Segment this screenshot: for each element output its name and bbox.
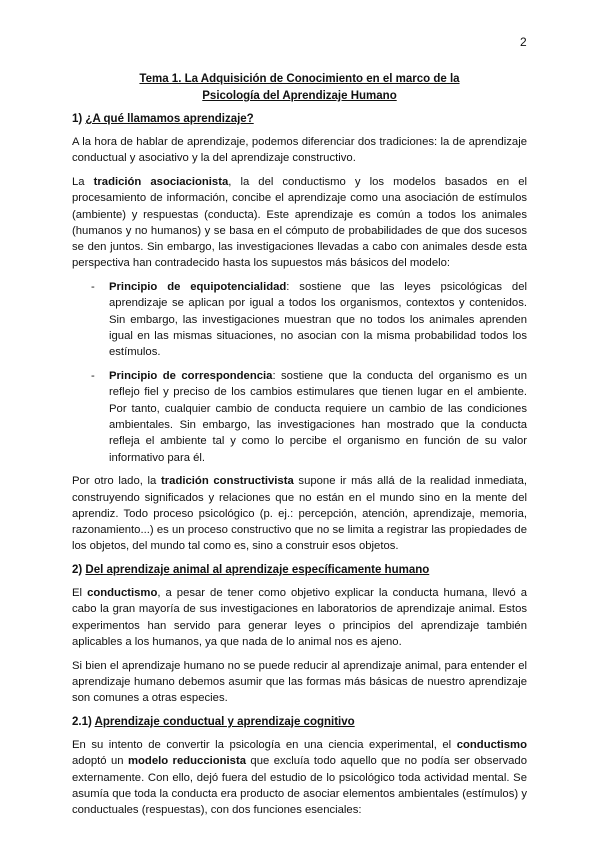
text: : sostiene que la conducta del organismo es un reflejo fiel y preciso de los cambios estimulares que tienen lugar en el ambiente. Por tanto, cualquier cambio de conducta requiere un cambio de las condiciones ambientales. Sin embargo, las investigaciones han mostrado que la conducta refleja el ambiente tal y como lo percibe el organismo en función de su valor informativo para él. bbox=[109, 370, 527, 464]
paragraph bbox=[72, 585, 527, 650]
text: supone ir más allá de la realidad inmediata, construyendo significados y relaciones que no están en el mundo sino en la mente del aprendiz. Todo proceso psicológico (p. ej.: percepción, atención, aprendizaje, memoria, razonamiento...) es un proceso constructivo que no se limita a registrar las propiedades de los objetos, del mundo tal como es, sino a construir esos objetos. bbox=[72, 475, 528, 553]
document-body bbox=[72, 71, 527, 826]
paragraph: Si bien el aprendizaje humano no se puede reducir al aprendizaje animal, para entender el aprendizaje humano debemos asumir que las formas más básicas de nuestro aprendizaje son comunes a otras especies. bbox=[72, 659, 527, 705]
section-number: 1) bbox=[72, 113, 86, 125]
bold-term: tradición asociacionista bbox=[93, 175, 229, 188]
bullet-dash: - bbox=[91, 281, 95, 294]
section-number: 2) bbox=[72, 564, 86, 577]
text: adoptó un bbox=[72, 755, 128, 768]
bold-term: modelo reduccionista bbox=[127, 755, 247, 768]
paragraph bbox=[72, 174, 527, 272]
section-2-1-heading bbox=[72, 714, 527, 730]
bold-term: conductismo bbox=[456, 738, 527, 751]
text: La bbox=[72, 175, 94, 188]
bold-term: Principio de equipotencialidad bbox=[109, 281, 287, 294]
section-number: 2.1) bbox=[72, 715, 95, 728]
text: Por otro lado, la bbox=[72, 475, 162, 488]
section-title: Aprendizaje conductual y aprendizaje cognitivo bbox=[94, 715, 355, 728]
list-item bbox=[72, 368, 527, 466]
bold-term: Principio de correspondencia bbox=[109, 370, 273, 383]
title-line-1: Tema 1. La Adquisición de Conocimiento en el marco de la bbox=[139, 73, 460, 85]
section-2-heading bbox=[72, 562, 527, 578]
text: , la del conductismo y los modelos basados en el procesamiento de información, concibe el aprendizaje como una asociación de estímulos (ambiente) y respuestas (conducta). Este aprendizaje es común a todos los animales (humanos y no humanos) y se basa en el cómputo de probabilidades de que dos sucesos se den juntos. Sin embargo, las investigaciones llevadas a cabo con animales desde esta perspectiva han contradecido hasta los supuestos más básicos del modelo: bbox=[72, 175, 528, 270]
title-line-2: Psicología del Aprendizaje Humano bbox=[202, 90, 397, 102]
section-title: ¿A qué llamamos aprendizaje? bbox=[85, 113, 254, 125]
paragraph bbox=[72, 737, 527, 818]
section-title: Del aprendizaje animal al aprendizaje específicamente humano bbox=[85, 564, 430, 577]
bold-term: tradición constructivista bbox=[161, 475, 294, 488]
text: , a pesar de tener como objetivo explicar la conducta humana, llevó a cabo la gran mayoría de sus investigaciones en laboratorios de aprendizaje animal. Estos experimentos han servido para generar leyes o principios del aprendizaje también aplicables a los humanos, ya que nada de lo animal nos es ajeno. bbox=[72, 587, 527, 648]
page-number: 2 bbox=[520, 35, 527, 49]
section-1-heading bbox=[72, 111, 527, 127]
text: que excluía todo aquello que no podía ser observado externamente. Con ello, dejó fuera del estudio de lo psicológico toda actividad mental. Se asumía que toda la conducta era producto de asociar elementos ambientales (estímulos) y conductuales (respuestas), con dos funciones esenciales: bbox=[72, 755, 527, 817]
text: En su intento de convertir la psicología en una ciencia experimental, el bbox=[72, 738, 457, 751]
text: : sostiene que las leyes psicológicas del aprendizaje se aplican por igual a todos los organismos, contextos y contenidos. Sin embargo, las investigaciones muestran que no todos los animales aprenden igual en las mismas situaciones, no asocian con la misma probabilidad todos los estímulos. bbox=[109, 281, 528, 359]
bullet-dash: - bbox=[91, 370, 95, 383]
paragraph: A la hora de hablar de aprendizaje, podemos diferenciar dos tradiciones: la de aprendizaje conductual y asociativo y la del aprendizaje constructivo. bbox=[72, 136, 527, 165]
list-item bbox=[72, 279, 527, 360]
text: El bbox=[72, 587, 88, 600]
paragraph bbox=[72, 473, 527, 554]
bold-term: conductismo bbox=[87, 587, 158, 600]
document-title bbox=[72, 71, 527, 105]
